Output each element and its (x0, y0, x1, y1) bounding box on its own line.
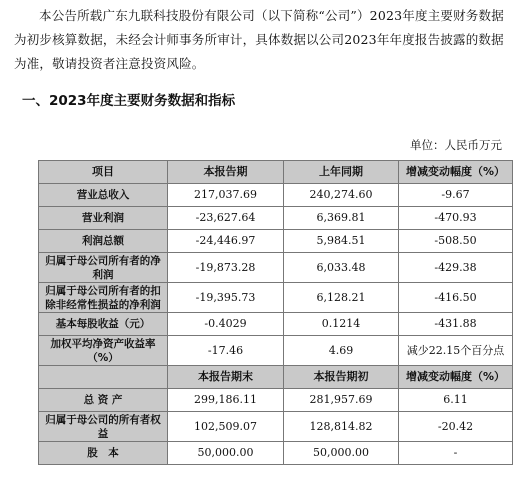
table-row (39, 230, 513, 253)
header-prior-period: 上年同期 (284, 161, 399, 184)
cell-prior: 50,000.00 (284, 442, 399, 465)
unit-label: 单位：人民币万元 (410, 138, 502, 152)
row-label: 股 本 (39, 442, 168, 465)
cell-current: -19,395.73 (168, 283, 284, 313)
row-label: 基本每股收益（元） (39, 313, 168, 336)
row-label: 营业总收入 (39, 184, 168, 207)
table-row (39, 336, 513, 366)
cell-prior: 5,984.51 (284, 230, 399, 253)
subheader-blank (39, 366, 168, 389)
row-label: 营业利润 (39, 207, 168, 230)
cell-current: 299,186.11 (168, 389, 284, 412)
cell-prior: 0.1214 (284, 313, 399, 336)
subheader-period-start: 本报告期初 (284, 366, 399, 389)
header-item: 项目 (39, 161, 168, 184)
cell-prior: 6,369.81 (284, 207, 399, 230)
intro-paragraph: 本公告所载广东九联科技股份有限公司（以下简称“公司”）2023年度主要财务数据为初步核算数据，未经会计师事务所审计，具体数据以公司2023年年度报告披露的数据为准，敬请投资者注意投资风险。 (14, 8, 504, 71)
header-change: 增减变动幅度（%） (399, 161, 513, 184)
cell-prior: 281,957.69 (284, 389, 399, 412)
cell-change: -9.67 (399, 184, 513, 207)
cell-prior: 4.69 (284, 336, 399, 366)
table-row (39, 283, 513, 313)
subheader-period-end: 本报告期末 (168, 366, 284, 389)
table-row (39, 207, 513, 230)
table-header-row (39, 161, 513, 184)
table-row (39, 313, 513, 336)
cell-current: 217,037.69 (168, 184, 284, 207)
row-label: 加权平均净资产收益率（%） (39, 336, 168, 366)
cell-change: -431.88 (399, 313, 513, 336)
row-label: 归属于母公司所有者的净利润 (39, 253, 168, 283)
cell-change: 减少22.15个百分点 (399, 336, 513, 366)
cell-prior: 240,274.60 (284, 184, 399, 207)
row-label: 归属于母公司的所有者权益 (39, 412, 168, 442)
cell-prior: 6,128.21 (284, 283, 399, 313)
cell-change: - (399, 442, 513, 465)
cell-current: -24,446.97 (168, 230, 284, 253)
row-label: 总 资 产 (39, 389, 168, 412)
cell-current: -19,873.28 (168, 253, 284, 283)
header-current-period: 本报告期 (168, 161, 284, 184)
cell-current: -0.4029 (168, 313, 284, 336)
table-row (39, 253, 513, 283)
table-row (39, 389, 513, 412)
table-subheader-row (39, 366, 513, 389)
section-title: 一、2023年度主要财务数据和指标 (22, 93, 236, 109)
cell-change: 6.11 (399, 389, 513, 412)
table-row (39, 412, 513, 442)
cell-current: -23,627.64 (168, 207, 284, 230)
financial-data-table (38, 160, 513, 465)
subheader-change: 增减变动幅度（%） (399, 366, 513, 389)
cell-change: -416.50 (399, 283, 513, 313)
cell-change: -20.42 (399, 412, 513, 442)
cell-prior: 6,033.48 (284, 253, 399, 283)
table-row (39, 184, 513, 207)
table-row (39, 442, 513, 465)
cell-change: -429.38 (399, 253, 513, 283)
row-label: 归属于母公司所有者的扣除非经常性损益的净利润 (39, 283, 168, 313)
cell-current: -17.46 (168, 336, 284, 366)
cell-current: 102,509.07 (168, 412, 284, 442)
cell-change: -470.93 (399, 207, 513, 230)
cell-current: 50,000.00 (168, 442, 284, 465)
cell-prior: 128,814.82 (284, 412, 399, 442)
cell-change: -508.50 (399, 230, 513, 253)
row-label: 利润总额 (39, 230, 168, 253)
